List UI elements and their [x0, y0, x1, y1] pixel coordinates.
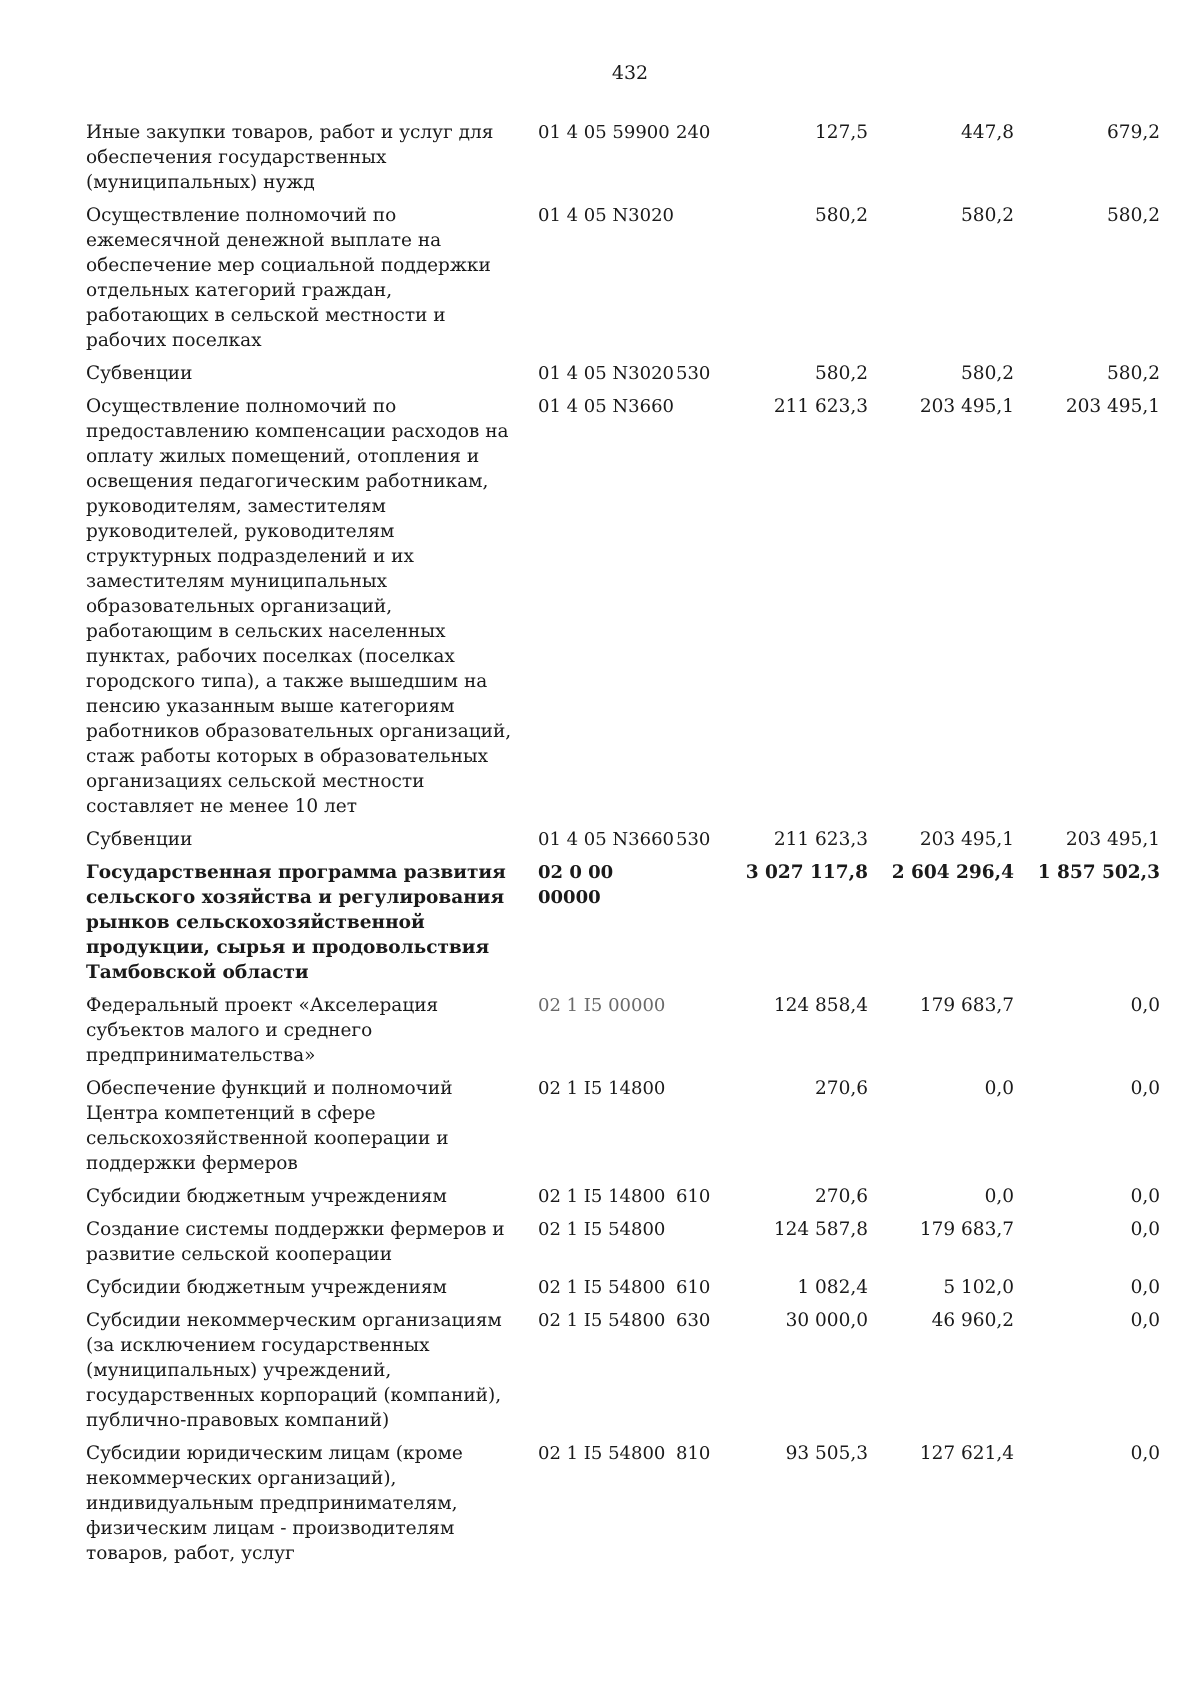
row-value-1: 124 587,8: [773, 1219, 868, 1240]
row-value-2: 5 102,0: [943, 1277, 1014, 1298]
row-value-3: 580,2: [1107, 205, 1160, 226]
row-code: 02 1 I5 14800: [538, 1078, 666, 1099]
row-code: 02 1 I5 54800: [538, 1277, 666, 1298]
row-type: [676, 203, 728, 361]
row-value-2: 127 621,4: [919, 1443, 1014, 1464]
row-name: Субвенции: [86, 829, 193, 850]
row-value-2: 0,0: [984, 1078, 1014, 1099]
table-row: [86, 1184, 1166, 1217]
row-value-2: 46 960,2: [931, 1310, 1014, 1331]
row-value-3: 580,2: [1107, 363, 1160, 384]
table-row: [86, 361, 1166, 394]
row-value-2: 179 683,7: [919, 1219, 1014, 1240]
row-code: 01 4 05 59900: [538, 122, 670, 143]
row-type: [676, 1217, 728, 1275]
row-name: Создание системы поддержки фермеров и развитие сельской кооперации: [86, 1219, 505, 1265]
row-type: [676, 860, 728, 993]
row-value-1: 270,6: [815, 1078, 868, 1099]
row-code: 01 4 05 N3020: [538, 363, 674, 384]
table-row: [86, 1275, 1166, 1308]
row-value-1: 93 505,3: [785, 1443, 868, 1464]
row-value-3: 1 857 502,3: [1037, 862, 1160, 883]
row-type: 630: [676, 1310, 711, 1331]
row-name: Субвенции: [86, 363, 193, 384]
row-value-1: 3 027 117,8: [745, 862, 868, 883]
row-value-3: 0,0: [1130, 1186, 1160, 1207]
row-type: 530: [676, 363, 711, 384]
table-row: [86, 993, 1166, 1076]
row-type: [676, 993, 728, 1076]
row-value-1: 1 082,4: [797, 1277, 868, 1298]
row-value-1: 127,5: [815, 122, 868, 143]
row-type: 610: [676, 1277, 711, 1298]
table-row: [86, 1308, 1166, 1441]
row-value-3: 203 495,1: [1065, 829, 1160, 850]
table-row: [86, 1217, 1166, 1275]
row-code: 01 4 05 N3020: [538, 205, 674, 226]
table-row: [86, 1441, 1166, 1574]
row-value-1: 270,6: [815, 1186, 868, 1207]
row-type: 810: [676, 1443, 711, 1464]
row-name: Государственная программа развития сельского хозяйства и регулирования рынков сельскохозяйственной продукции, сырья и продовольствия Тамбовской области: [86, 862, 506, 983]
row-type: [676, 1076, 728, 1184]
row-value-3: 0,0: [1130, 1443, 1160, 1464]
row-name: Иные закупки товаров, работ и услуг для обеспечения государственных (муниципальных) нужд: [86, 122, 494, 193]
row-name: Субсидии бюджетным учреждениям: [86, 1186, 447, 1207]
row-value-3: 203 495,1: [1065, 396, 1160, 417]
table-row: [86, 203, 1166, 361]
row-value-1: 124 858,4: [773, 995, 868, 1016]
row-type: 530: [676, 829, 711, 850]
row-value-2: 203 495,1: [919, 396, 1014, 417]
row-code: 02 1 I5 54800: [538, 1310, 666, 1331]
row-name: Осуществление полномочий по ежемесячной денежной выплате на обеспечение мер социальной поддержки отдельных категорий граждан, работающих в сельской местности и рабочих поселках: [86, 205, 491, 351]
row-value-2: 179 683,7: [919, 995, 1014, 1016]
row-value-2: 447,8: [961, 122, 1014, 143]
row-name: Субсидии бюджетным учреждениям: [86, 1277, 447, 1298]
row-code: 02 1 I5 00000: [538, 995, 666, 1016]
row-code: 02 1 I5 14800: [538, 1186, 666, 1207]
table-row: [86, 394, 1166, 827]
row-value-3: 0,0: [1130, 1078, 1160, 1099]
table-row: [86, 1076, 1166, 1184]
row-value-3: 0,0: [1130, 995, 1160, 1016]
row-value-2: 2 604 296,4: [891, 862, 1014, 883]
table-row: [86, 120, 1166, 203]
row-value-3: 0,0: [1130, 1219, 1160, 1240]
table-row: [86, 827, 1166, 860]
row-code: 02 1 I5 54800: [538, 1443, 666, 1464]
row-value-3: 0,0: [1130, 1277, 1160, 1298]
row-value-1: 211 623,3: [773, 829, 868, 850]
row-value-2: 580,2: [961, 363, 1014, 384]
row-value-2: 203 495,1: [919, 829, 1014, 850]
row-code: 01 4 05 N3660: [538, 396, 674, 417]
row-code: 02 0 00 00000: [538, 862, 614, 908]
row-type: 610: [676, 1186, 711, 1207]
row-value-1: 30 000,0: [785, 1310, 868, 1331]
row-value-3: 679,2: [1107, 122, 1160, 143]
row-name: Субсидии юридическим лицам (кроме некоммерческих организаций), индивидуальным предпринимателям, физическим лицам - производителям товаров, работ, услуг: [86, 1443, 463, 1564]
row-name: Субсидии некоммерческим организациям (за исключением государственных (муниципальных) учреждений, государственных корпораций (компаний), публично-правовых компаний): [86, 1310, 502, 1431]
row-value-1: 580,2: [815, 205, 868, 226]
table-row-program: [86, 860, 1166, 993]
page-number: 432: [611, 62, 649, 84]
row-name: Федеральный проект «Акселерация субъектов малого и среднего предпринимательства»: [86, 995, 439, 1066]
row-value-3: 0,0: [1130, 1310, 1160, 1331]
row-name: Осуществление полномочий по предоставлению компенсации расходов на оплату жилых помещений, отопления и освещения педагогическим работникам, руководителям, заместителям руководителей, руководителям структурных подразделений и их заместителям муниципальных образовательных организаций, работающим в сельских населенных пунктах, рабочих поселках (поселках городского типа), а также вышедшим на пенсию указанным выше категориям работников образовательных организаций, стаж работы которых в образовательных организациях сельской местности составляет не менее 10 лет: [86, 396, 512, 817]
row-type: [676, 394, 728, 827]
row-value-1: 211 623,3: [773, 396, 868, 417]
row-code: 01 4 05 N3660: [538, 829, 674, 850]
budget-table: [86, 120, 1166, 1574]
row-name: Обеспечение функций и полномочий Центра компетенций в сфере сельскохозяйственной кооперации и поддержки фермеров: [86, 1078, 453, 1174]
row-value-2: 580,2: [961, 205, 1014, 226]
row-type: 240: [676, 122, 711, 143]
row-code: 02 1 I5 54800: [538, 1219, 666, 1240]
row-value-2: 0,0: [984, 1186, 1014, 1207]
row-value-1: 580,2: [815, 363, 868, 384]
